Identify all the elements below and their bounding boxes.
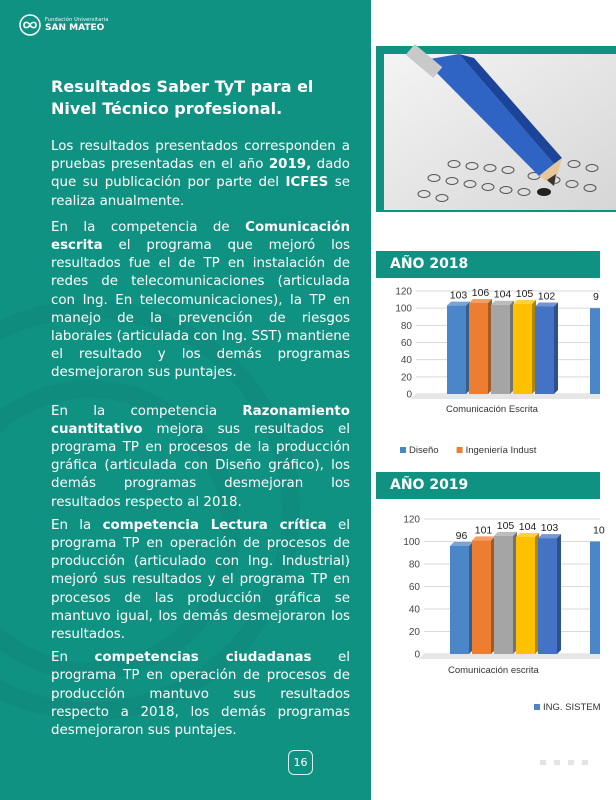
bar (513, 304, 532, 394)
y-tick-label: 100 (403, 537, 420, 548)
bar-value-label: 103 (540, 522, 559, 535)
paragraph-razonamiento: En la competencia Razonamiento cuantitativo mejora sus resultados el programa TP en procesos de la producción gráfica (articulada con Diseño gráfico), los demás programas desmejoran los resultados respecto al 2018. (51, 403, 350, 510)
legend-label: ING. SISTEM (543, 702, 601, 713)
bar-top (538, 534, 561, 538)
y-tick-label: 40 (400, 355, 412, 367)
institution-logo (19, 14, 109, 36)
bar-value-label: 104 (518, 521, 537, 533)
legend-swatch (400, 447, 406, 453)
y-tick-label: 60 (400, 338, 412, 349)
chart-2019-svg (376, 499, 605, 727)
bar-value-label-partial: 10 (593, 524, 605, 537)
bar (447, 306, 466, 394)
bar (491, 305, 510, 394)
y-tick-label: 60 (408, 582, 420, 593)
bar-value-label: 104 (493, 288, 512, 301)
legend-swatch (457, 447, 463, 453)
bar-partial (590, 308, 600, 394)
y-tick-label: 0 (406, 389, 412, 401)
x-category-label: Comunicación Escrita (446, 404, 538, 415)
bar-value-label: 106 (471, 287, 490, 300)
chart-2018 (376, 278, 600, 468)
chart-2018-svg (376, 278, 600, 468)
bar (472, 540, 491, 654)
bar-top (535, 302, 558, 306)
bar (516, 537, 535, 654)
chart-floor (410, 394, 600, 399)
y-tick-label: 20 (400, 372, 412, 384)
chart-floor (418, 654, 600, 659)
bar-top (494, 532, 517, 536)
legend-swatch (534, 704, 540, 710)
photo-frame (376, 46, 616, 212)
bar-top (516, 533, 539, 537)
bar (494, 536, 513, 654)
bar-top (472, 536, 495, 540)
y-tick-label: 80 (400, 320, 412, 332)
paragraph-ciudadanas: En competencias ciudadanas el programa TP en operación de procesos de producción mantuvo sus resultados respecto a 2018, los demás programas desmejoraron sus puntajes. (51, 650, 350, 739)
y-tick-label: 120 (395, 286, 412, 298)
y-tick-label: 0 (414, 649, 420, 661)
legend-label: Diseño (409, 445, 439, 456)
y-tick-label: 20 (408, 627, 420, 638)
bar-value-label: 103 (449, 289, 468, 302)
body-text (51, 138, 350, 740)
bar-value-label: 101 (474, 524, 493, 537)
page-number: 16 (288, 750, 313, 775)
paragraph-intro: Los resultados presentados corresponden a pruebas presentadas en el año 2019, dado que su publicación por parte del ICFES se realiza anualmente. (51, 139, 350, 209)
bar-partial (590, 542, 600, 655)
bar-top (447, 302, 470, 306)
y-tick-label: 40 (408, 604, 420, 616)
x-category-label: Comunicación escrita (448, 665, 539, 676)
year-2018-label: AÑO 2018 (376, 251, 600, 278)
year-2019-label: AÑO 2019 (376, 472, 600, 499)
bar-value-label-partial: 9 (593, 291, 599, 304)
bar (538, 538, 557, 654)
bar-top (450, 542, 473, 546)
legend-label: Ingeniería Indust (465, 445, 537, 456)
bar (450, 546, 469, 654)
bar-value-label: 96 (455, 530, 468, 542)
bar-side (557, 534, 561, 654)
bar-value-label: 102 (537, 290, 556, 303)
page-heading: Resultados Saber TyT para el Nivel Técnico profesional. (51, 77, 314, 118)
y-tick-label: 100 (395, 303, 412, 315)
bar (535, 306, 554, 394)
decorative-dots (540, 760, 600, 768)
bar-side (554, 302, 558, 394)
bar-value-label: 105 (515, 287, 534, 300)
paragraph-lectura: En la competencia Lectura crítica el programa TP en operación de procesos de producción (articulado con Ing. Industrial) mejoró sus resultados y el programa TP en procesos de las producción gráfica se mantuvo igual, los demás desmejoraron los resultados. (51, 517, 351, 643)
paragraph-comunicacion: En la competencia de Comunicación escrita el programa que mejoró los resultados fue el de TP en instalación de redes de telecomunicaciones (articulada con Ing. En telecomunicaciones), la TP en manejo de la prevención de riesgos laborales (articulada con Ing. SST) mantiene el resultado y los demás programas desmejoraron sus puntajes. (51, 219, 350, 381)
bar-top (491, 301, 514, 305)
bar-value-label: 105 (496, 519, 515, 532)
logo-title: SAN MATEO (45, 22, 105, 33)
y-tick-label: 120 (403, 514, 420, 526)
bar (469, 303, 488, 394)
logo-subtitle: Fundación Universitaria (45, 16, 109, 23)
y-tick-label: 80 (408, 559, 420, 571)
infinity-logo-icon (19, 14, 41, 36)
chart-2019 (376, 499, 605, 727)
bar-top (513, 300, 536, 304)
exam-pencil-photo (384, 54, 616, 210)
bar-top (469, 299, 492, 303)
